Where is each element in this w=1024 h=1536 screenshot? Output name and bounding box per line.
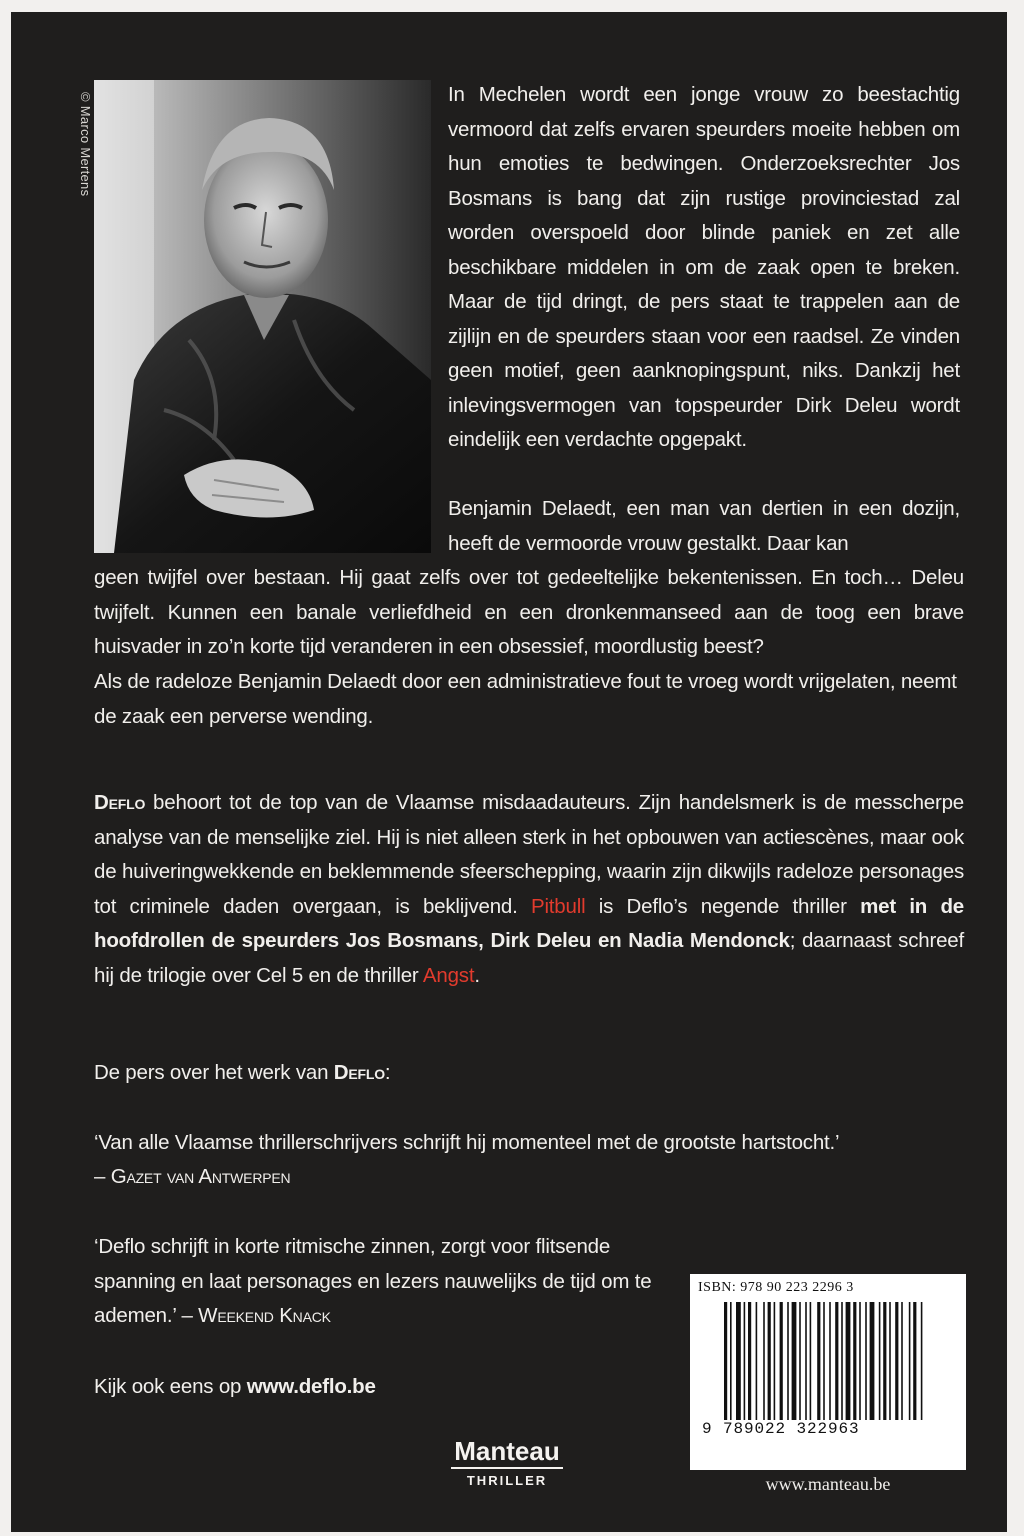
barcode-bar [879, 1302, 881, 1420]
publisher-logo: Manteau THRILLER [437, 1437, 577, 1488]
publisher-website: www.manteau.be [765, 1474, 891, 1494]
blurb-paragraph-3: Als de radeloze Benjamin Delaedt door een administratieve fout te vroeg wordt vrijgelaten, neemt de zaak een perverse wending. [94, 670, 957, 728]
barcode-bar [768, 1302, 771, 1420]
barcode-bar [792, 1302, 797, 1420]
barcode-bar [829, 1302, 831, 1420]
barcode-bar [909, 1302, 911, 1420]
blurb-paragraph: In Mechelen wordt een jonge vrouw zo beestachtig vermoord dat zelfs ervaren speurders moeite hebben om hun emoties te bedwingen. Onderzoeksrechter Jos Bosmans is bang dat zijn rustige provinciestad zal worden overspoeld door blinde paniek en zet alle beschikbare middelen in om de zaak open te breken. Maar de tijd dringt, de pers staat te trappelen aan de zijlijn en de speurders staan voor een raadsel. Ze vinden geen motief, geen aanknopingspunt, niks. Dankzij het inlevingsvermogen van topspeurder Dirk Deleu wordt eindelijk een verdachte opgepakt. [448, 83, 960, 451]
author-photo [94, 80, 431, 553]
barcode-bar [889, 1302, 891, 1420]
logo-divider [451, 1467, 563, 1469]
barcode-bar [744, 1302, 746, 1420]
barcode-bar [841, 1302, 843, 1420]
barcode-bar [883, 1302, 886, 1420]
website-line: Kijk ook eens op www.deflo.be [94, 1375, 376, 1398]
book-title-angst: Angst [422, 963, 475, 987]
barcode-bar [736, 1302, 741, 1420]
barcode-bar [859, 1302, 861, 1420]
barcode-bar [763, 1302, 765, 1420]
barcode-bar [817, 1302, 820, 1420]
barcode-bar [823, 1302, 825, 1420]
barcode-bar [724, 1302, 727, 1420]
barcode-bar [799, 1302, 801, 1420]
barcode-bar [853, 1302, 856, 1420]
barcode-image [724, 1302, 932, 1420]
press-quote-2: ‘Deflo schrijft in korte ritmische zinnen, zorgt voor flitsende spanning en laat personages en lezers nauwelijks de tijd om te ademen.’ – Weekend Knack [94, 1235, 652, 1327]
isbn-barcode-box [690, 1274, 966, 1470]
blurb-paragraph-2b: geen twijfel over bestaan. Hij gaat zelfs over tot gedeeltelijke bekentenissen. En toch… Deleu twijfelt. Kunnen een banale verliefdheid en een dronkenmanseed aan de toog een brave huisvader in zo’n korte tijd veranderen in een obsessief, moordlustig beest? [94, 566, 964, 658]
barcode-bar [787, 1302, 789, 1420]
author-portrait-image [94, 80, 431, 553]
press-quote-1: ‘Van alle Vlaamse thrillerschrijvers schrijft hij momenteel met de grootste hartstocht.’ [94, 1131, 840, 1154]
barcode-bar [921, 1302, 923, 1420]
barcode-digits: 9 789022 322963 [702, 1420, 860, 1438]
barcode-bar [748, 1302, 751, 1420]
barcode-bar [756, 1302, 758, 1420]
photo-credit: © Marco Mertens [78, 92, 93, 197]
barcode-bar [780, 1302, 783, 1420]
blurb-paragraph-2a: Benjamin Delaedt, een man van dertien in een dozijn, heeft de vermoorde vrouw gestalkt. Daar kan [448, 497, 960, 555]
barcode-bar [805, 1302, 807, 1420]
barcode-bar [865, 1302, 867, 1420]
barcode-bar [730, 1302, 732, 1420]
press-intro: De pers over het werk van Deflo: [94, 1061, 391, 1084]
barcode-bar [870, 1302, 875, 1420]
book-back-cover [11, 12, 1007, 1532]
isbn-label: ISBN: 978 90 223 2296 3 [698, 1280, 854, 1295]
barcode-bar [846, 1302, 851, 1420]
barcode-bar [810, 1302, 812, 1420]
author-name: Deflo [94, 791, 146, 814]
book-title-pitbull: Pitbull [530, 894, 586, 918]
press-source-1: – Gazet van Antwerpen [94, 1165, 291, 1188]
barcode-bar [835, 1302, 838, 1420]
barcode-bar [774, 1302, 776, 1420]
barcode-bar [913, 1302, 916, 1420]
barcode-bar [895, 1302, 898, 1420]
author-bio: Deflo behoort tot de top van de Vlaamse misdaadauteurs. Zijn handelsmerk is de messcherpe analyse van de menselijke ziel. Hij is niet alleen sterk in het opbouwen van actiescènes, maar ook de huiveringwekkende en beklemmende sfeerschepping, waarin zijn dikwijls radeloze personages tot criminele daden overgaan, is beklijvend. Pitbull is Deflo’s negende thriller met in de hoofdrollen de speurders Jos Bosmans, Dirk Deleu en Nadia Mendonck; daarnaast schreef hij de trilogie over Cel 5 en de thriller Angst. [94, 791, 965, 987]
barcode-bar [901, 1302, 903, 1420]
website-link[interactable]: www.deflo.be [246, 1375, 376, 1398]
